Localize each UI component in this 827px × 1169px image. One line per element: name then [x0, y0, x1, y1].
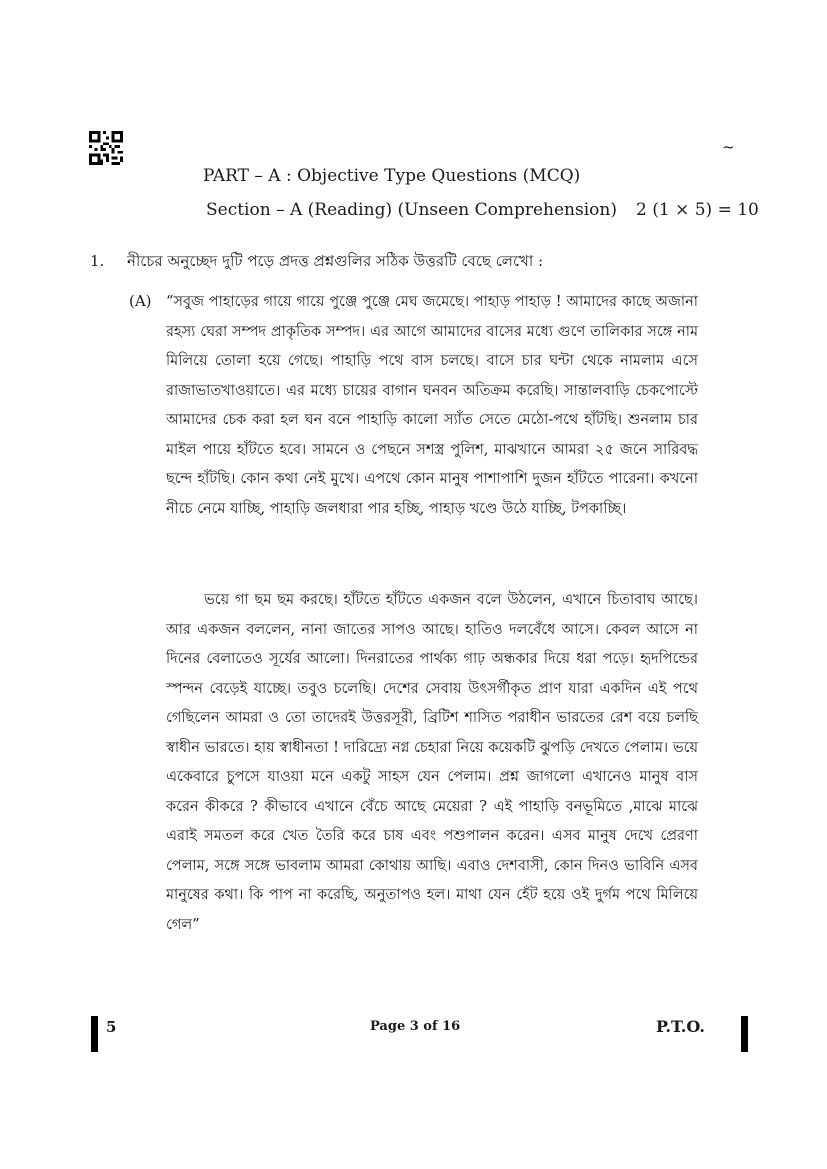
question-instruction: নীচের অনুচ্ছেদ দুটি পড়ে প্রদত্ত প্রশ্নগুলির সঠিক উত্তরটি বেছে লেখো : — [127, 252, 544, 270]
paper-code: 5 — [106, 1018, 117, 1036]
passage-paragraph-1: “সবুজ পাহাড়ের গায়ে গায়ে পুঞ্জে পুঞ্জে মেঘ জমেছে। পাহাড় পাহাড় ! আমাদের কাছে অজানা রহস্য ঘেরা সম্পদ প্রাকৃতিক সম্পদ। এর আগে আমাদের বাসের মধ্যে গুণে তালিকার সঙ্গে নাম মিলিয়ে তোলা হয়ে গেছে। পাহাড়ি পথে বাস চলছে। বাসে চার ঘন্টা থেকে নামলাম এসে রাজাভাতখাওয়াতে। এর মধ্যে চায়ের বাগান ঘনবন অতিক্রম করেছি। সান্তালবাড়ি চেকপোস্টে আমাদের চেক করা হল ঘন বনে পাহাড়ি কালো স্যাঁত সেতে মেঠো-পথে হাঁটছি। শুনলাম চার মাইল পায়ে হাঁটতে হবে। সামনে ও পেছনে সশস্ত্র পুলিশ, মাঝখানে আমরা ২৫ জনে সারিবদ্ধ ছন্দে হাঁটছি। কোন কথা নেই মুখে। এপথে কোন মানুষ পাশাপাশি দুজন হাঁটতে পারেনা। কখনো নীচে নেমে যাচ্ছি, পাহাড়ি জলধারা পার হচ্ছি, পাহাড় খণ্ডে উঠে যাচ্ছি, টপকাচ্ছি। — [166, 294, 698, 517]
part-title: PART – A : Objective Type Questions (MCQ) — [203, 166, 581, 186]
corner-mark: ~ — [722, 138, 735, 156]
footer-bar-left — [91, 1016, 98, 1052]
footer-bar-right — [741, 1016, 748, 1052]
marks-allocation: 2 (1 × 5) = 10 — [636, 200, 759, 220]
section-title: Section – A (Reading) (Unseen Comprehension) — [206, 200, 617, 220]
please-turn-over: P.T.O. — [656, 1017, 705, 1036]
passage-paragraph-2: ভয়ে গা ছম ছম করছে। হাঁটতে হাঁটতে একজন বলে উঠলেন, এখানে চিতাবাঘ আছে। আর একজন বললেন, নানা জাতের সাপও আছে। হাতিও দলবেঁধে আসে। কেবল আসে না দিনের বেলাতেও সূর্যের আলো। দিনরাতের পার্থক্য গাঢ় অন্ধকার দিয়ে ধরা পড়ে। হৃদপিন্ডের স্পন্দন বেড়েই যাচ্ছে। তবুও চলেছি। দেশের সেবায় উৎসর্গীকৃত প্রাণ যারা একদিন এই পথে গেছিলেন আমরা ও তো তাদেরই উত্তরসূরী, ব্রিটিশ শাসিত পরাধীন ভারতের রেশ বয়ে চলছি স্বাধীন ভারতে। হায় স্বাধীনতা ! দারিদ্র্যে নগ্ন চেহারা নিয়ে কয়েকটি ঝুপড়ি দেখতে পেলাম। ভয়ে একেবারে চুপসে যাওয়া মনে একটু সাহস যেন পেলাম। প্রশ্ন জাগলো এখানেও মানুষ বাস করেন কীকরে ? কীভাবে এখানে বেঁচে আছে মেয়েরা ? এই পাহাড়ি বনভূমিতে ,মাঝে মাঝে এরাই সমতল করে খেত তৈরি করে চাষ এবং পশুপালন করেন। এসব মানুষ দেখে প্রেরণা পেলাম, সঙ্গে সঙ্গে ভাবলাম আমরা কোথায় আছি। এবাও দেশবাসী, কোন দিনও ভাবিনি এসব মানুষের কথা। কি পাপ না করেছি, অনুতাপও হল। মাথা যেন হেঁট হয়ে ওই দুর্গম পথে মিলিয়ে গেল” — [166, 592, 698, 933]
qr-code-icon — [89, 131, 123, 165]
question-number: 1. — [90, 252, 105, 270]
page-number: Page 3 of 16 — [370, 1019, 461, 1034]
passage-label: (A) — [129, 292, 152, 310]
